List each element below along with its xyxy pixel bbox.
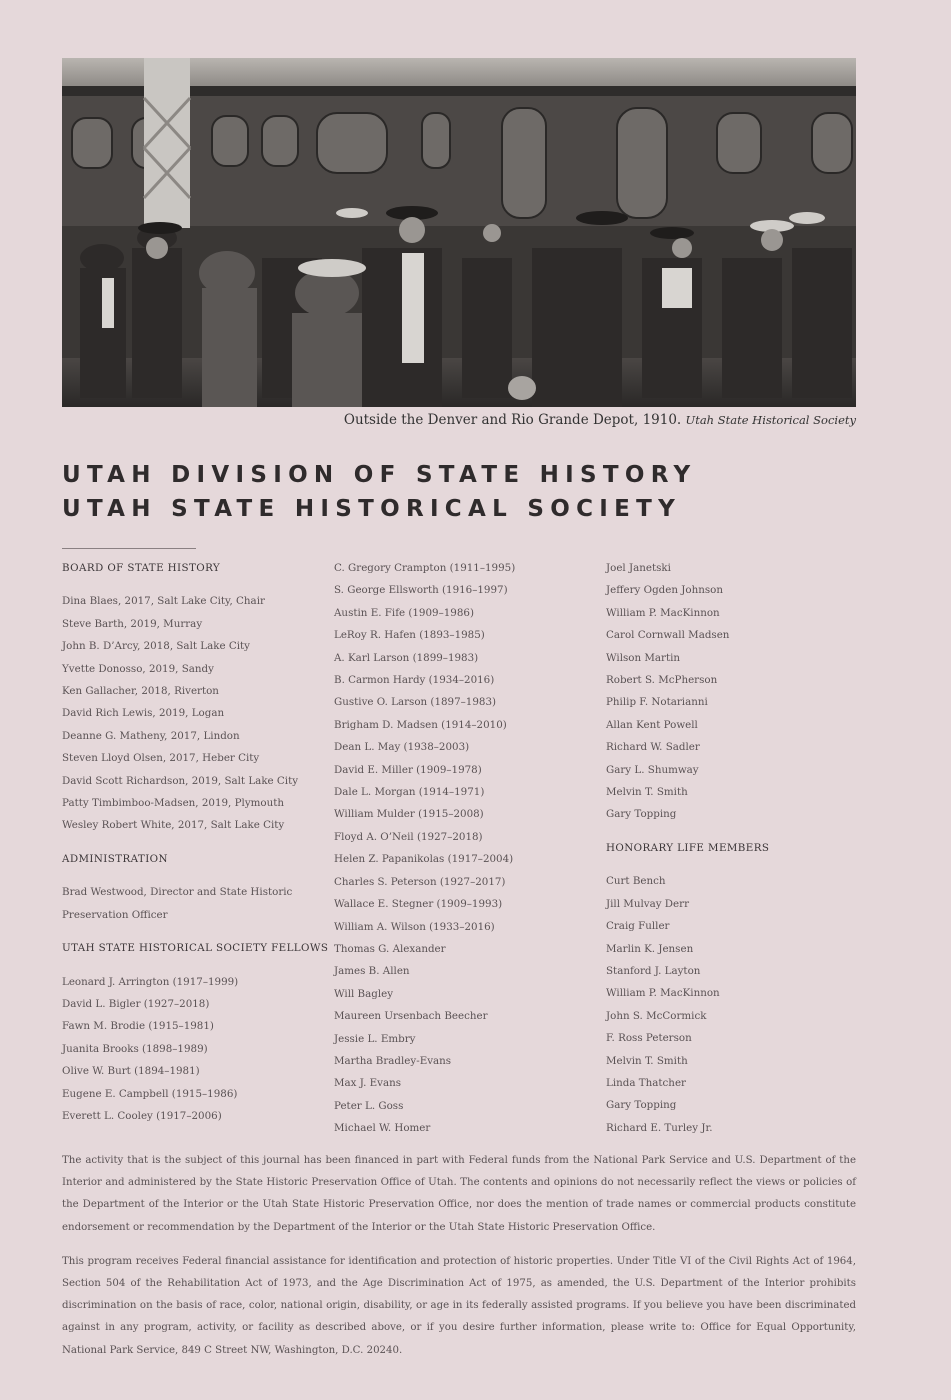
fellow-name: S. George Ellsworth (1916–1997) — [334, 584, 508, 597]
page-heading — [62, 458, 696, 526]
honorary-member: Curt Bench — [606, 875, 666, 888]
fellow-name: Maureen Ursenbach Beecher — [334, 1010, 488, 1023]
honorary-member: Melvin T. Smith — [606, 1054, 688, 1067]
fellow-name: LeRoy R. Hafen (1893–1985) — [334, 629, 485, 642]
fellow-name: Fawn M. Brodie (1915–1981) — [62, 1020, 214, 1033]
fellow-name: Charles S. Peterson (1927–2017) — [334, 875, 506, 888]
board-member: Yvette Donosso, 2019, Sandy — [62, 662, 214, 675]
fellow-name: Thomas G. Alexander — [334, 942, 446, 955]
fellows-heading: UTAH STATE HISTORICAL SOCIETY FELLOWS — [62, 942, 329, 955]
fellow-name: Wilson Martin — [606, 651, 681, 664]
fellow-name: Carol Cornwall Madsen — [606, 629, 730, 642]
fellow-name: Leonard J. Arrington (1917–1999) — [62, 975, 239, 988]
heading-line-division: UTAH DIVISION OF STATE HISTORY — [62, 462, 697, 488]
column-left — [62, 557, 329, 1127]
funding-disclaimer — [62, 1150, 856, 1374]
honorary-member: Stanford J. Layton — [606, 964, 701, 977]
fellow-name: Helen Z. Papanikolas (1917–2004) — [334, 853, 514, 866]
column-middle — [334, 557, 594, 1140]
board-member: Wesley Robert White, 2017, Salt Lake City — [62, 819, 285, 832]
fellow-name: Gary Topping — [606, 808, 677, 821]
fellow-name: Gustive O. Larson (1897–1983) — [334, 696, 497, 709]
board-member: John B. D’Arcy, 2018, Salt Lake City — [62, 640, 250, 653]
honorary-member: Gary Topping — [606, 1099, 677, 1112]
fellow-name: William Mulder (1915–2008) — [334, 808, 484, 821]
column-right — [606, 557, 866, 1139]
fellow-name: Will Bagley — [334, 987, 394, 1000]
fellow-name: Brigham D. Madsen (1914–2010) — [334, 718, 507, 731]
administration-heading: ADMINISTRATION — [62, 852, 168, 865]
fellow-name: C. Gregory Crampton (1911–1995) — [334, 562, 516, 574]
caption-credit: Utah State Historical Society — [685, 413, 856, 427]
fellow-name: David L. Bigler (1927–2018) — [62, 997, 210, 1010]
fellow-name: William P. MacKinnon — [606, 606, 720, 619]
fellow-name: Allan Kent Powell — [606, 718, 698, 731]
fellow-name: Melvin T. Smith — [606, 786, 688, 799]
fellow-name: B. Carmon Hardy (1934–2016) — [334, 674, 495, 687]
fellow-name: David E. Miller (1909–1978) — [334, 763, 482, 776]
honorary-member: Jill Mulvay Derr — [606, 897, 689, 910]
fellow-name: William A. Wilson (1933–2016) — [334, 920, 495, 933]
fellow-name: Everett L. Cooley (1917–2006) — [62, 1109, 222, 1122]
fellow-name: Richard W. Sadler — [606, 741, 700, 754]
fellow-name: James B. Allen — [334, 965, 410, 978]
board-member: David Rich Lewis, 2019, Logan — [62, 707, 225, 720]
fellow-name: Jeffery Ogden Johnson — [606, 584, 723, 597]
fellow-name: Jessie L. Embry — [334, 1032, 416, 1045]
honorary-member: John S. McCormick — [606, 1009, 707, 1022]
board-member: Steven Lloyd Olsen, 2017, Heber City — [62, 752, 260, 765]
fellow-name: Philip F. Notarianni — [606, 696, 708, 709]
honorary-member: Marlin K. Jensen — [606, 942, 694, 955]
administration-line: Brad Westwood, Director and State Historic — [62, 886, 293, 899]
fellow-name: Dean L. May (1938–2003) — [334, 741, 470, 754]
board-heading: BOARD OF STATE HISTORY — [62, 562, 221, 574]
fellow-name: Dale L. Morgan (1914–1971) — [334, 786, 485, 799]
nondiscrimination-paragraph: This program receives Federal financial assistance for identification and protection of historic properties. Under Title VI of the Civil Rights Act of 1964, Section 504 of the Rehabilitation Act of 1973, and the Age Discrimination Act of 1975, as amended, the U.S. Department of the Interior prohibits discrimination on the basis of race, color, national origin, disability, or age in its federally assisted programs. If you believe you have been discriminated against in any program, activity, or facility as described above, or if you desire further information, please write to: Office for Equal Opportunity, National Park Service, 849 C Street NW, Washington, D.C. 20240. — [62, 1255, 856, 1356]
honorary-member: Richard E. Turley Jr. — [606, 1121, 713, 1134]
administration-line: Preservation Officer — [62, 908, 168, 921]
board-member: Patty Timbimboo-Madsen, 2019, Plymouth — [62, 797, 284, 810]
honorary-member: Craig Fuller — [606, 920, 670, 933]
fellow-name: Wallace E. Stegner (1909–1993) — [334, 898, 503, 911]
honorary-heading: HONORARY LIFE MEMBERS — [606, 841, 770, 854]
funding-paragraph: The activity that is the subject of this journal has been financed in part with Federal funds from the National Park Service and U.S. Department of the Interior and administered by the State Historic Preservation Office of Utah. The contents and opinions do not necessarily reflect the views or policies of the Department of the Interior or the Utah State Historic Preservation Office, nor does the mention of trade names or commercial products constitute endorsement or recommendation by the Department of the Interior or the Utah State Historic Preservation Office. — [62, 1155, 856, 1233]
fellow-name: Olive W. Burt (1894–1981) — [62, 1065, 200, 1078]
fellow-name: Peter L. Goss — [334, 1099, 404, 1112]
fellow-name: Juanita Brooks (1898–1989) — [62, 1042, 208, 1055]
fellow-name: Martha Bradley-Evans — [334, 1054, 452, 1067]
honorary-member: Linda Thatcher — [606, 1076, 686, 1089]
heading-line-society: UTAH STATE HISTORICAL SOCIETY — [62, 496, 682, 522]
fellow-name: Michael W. Homer — [334, 1122, 431, 1135]
board-member: Steve Barth, 2019, Murray — [62, 617, 203, 630]
board-member: Deanne G. Matheny, 2017, Lindon — [62, 729, 240, 742]
honorary-member: William P. MacKinnon — [606, 987, 720, 1000]
honorary-member: F. Ross Peterson — [606, 1032, 692, 1045]
board-member: Ken Gallacher, 2018, Riverton — [62, 685, 219, 698]
fellow-name: Floyd A. O’Neil (1927–2018) — [334, 830, 483, 843]
depot-photograph — [62, 58, 856, 407]
fellow-name: Gary L. Shumway — [606, 763, 699, 776]
photo-caption — [344, 412, 856, 428]
fellow-name: Joel Janetski — [606, 562, 671, 574]
board-member: Dina Blaes, 2017, Salt Lake City, Chair — [62, 595, 265, 608]
fellow-name: Robert S. McPherson — [606, 674, 718, 687]
fellow-name: Austin E. Fife (1909–1986) — [334, 606, 474, 619]
crowd-photo-illustration — [62, 58, 856, 407]
fellow-name: Max J. Evans — [334, 1077, 402, 1090]
board-member: David Scott Richardson, 2019, Salt Lake City — [62, 774, 299, 787]
caption-text: Outside the Denver and Rio Grande Depot, 1910. — [343, 412, 682, 428]
section-divider — [62, 548, 196, 549]
fellow-name: Eugene E. Campbell (1915–1986) — [62, 1087, 238, 1100]
fellow-name: A. Karl Larson (1899–1983) — [334, 651, 479, 664]
